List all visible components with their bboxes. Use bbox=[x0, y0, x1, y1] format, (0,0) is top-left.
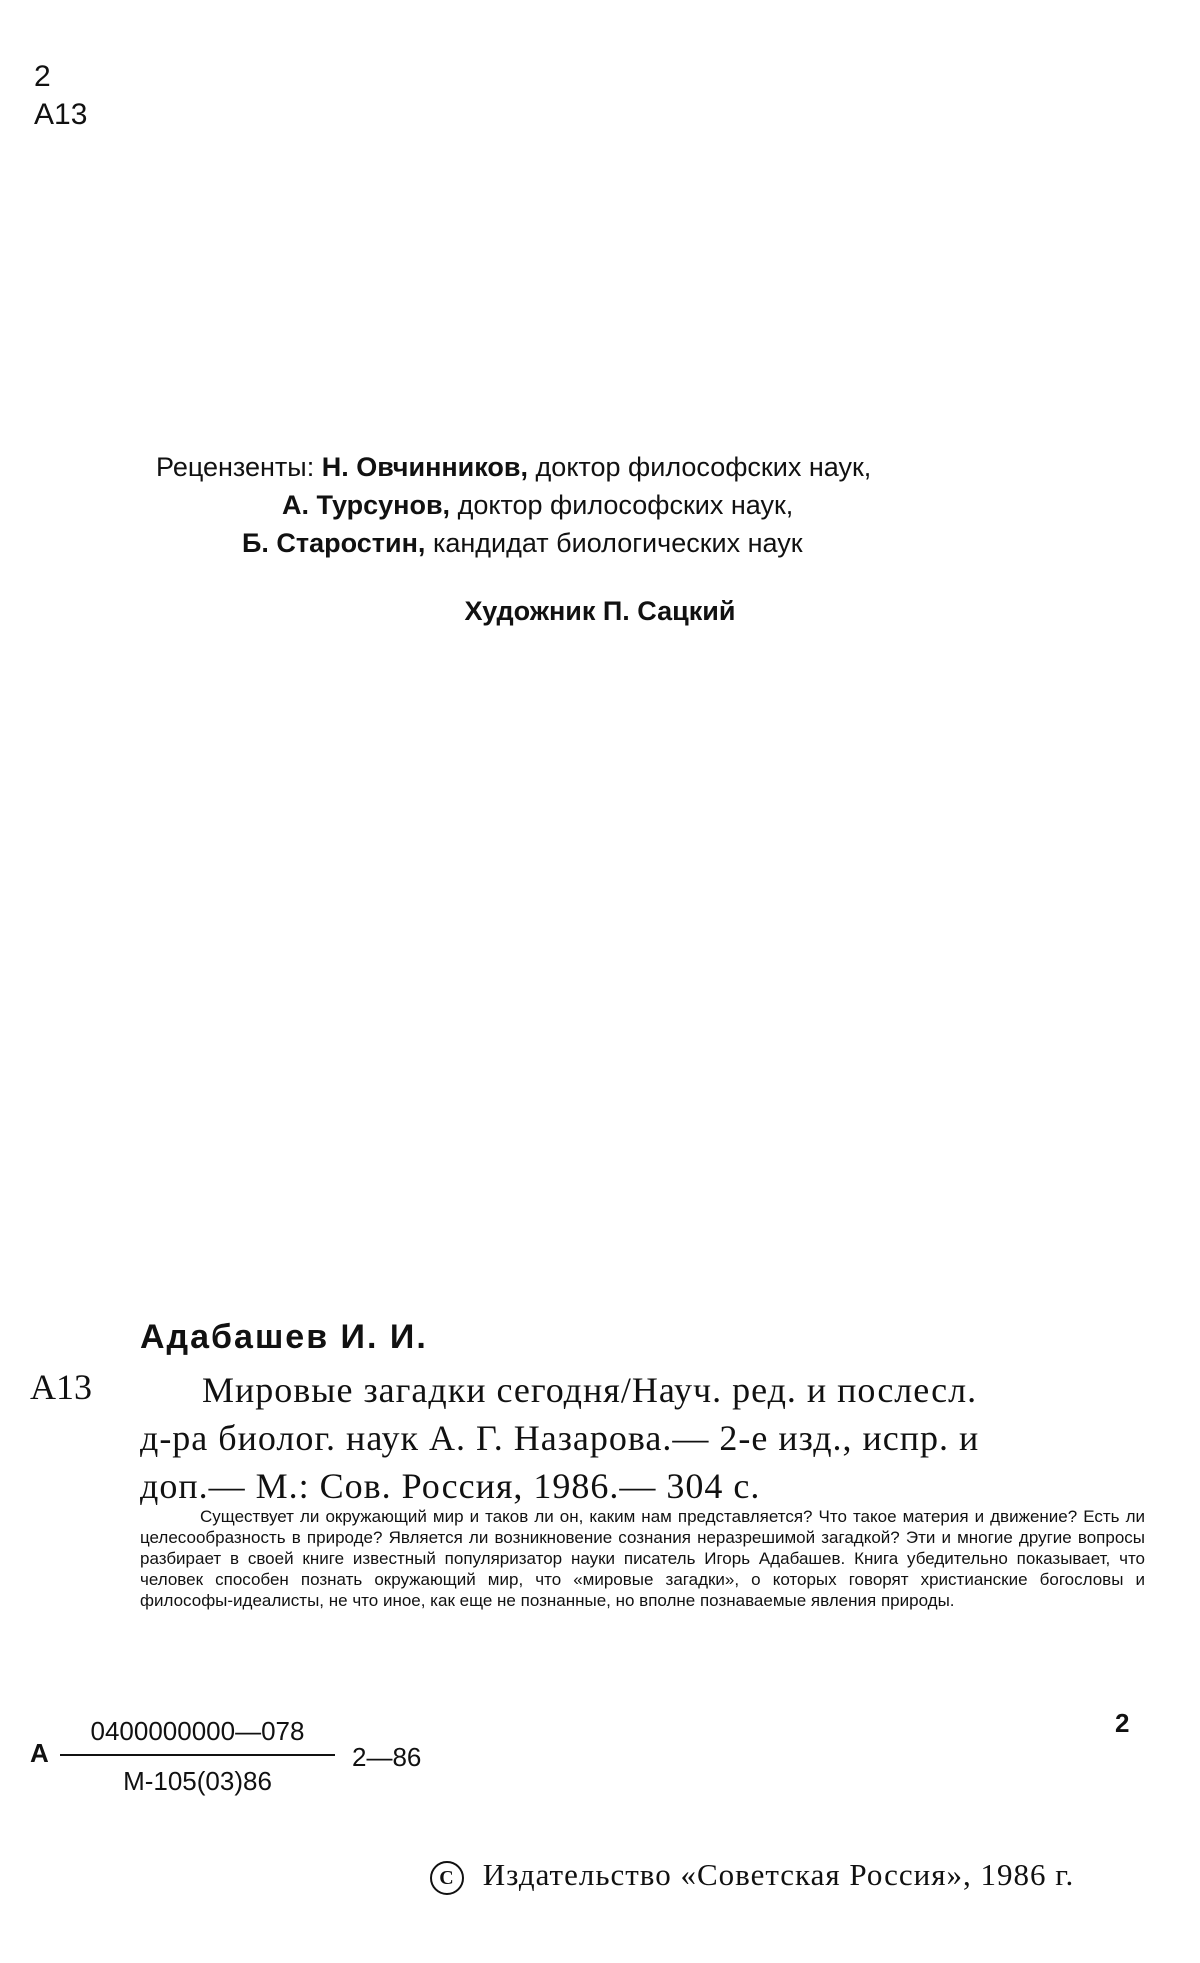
bbk-line-2: A13 bbox=[34, 98, 88, 131]
bbk-index bbox=[34, 58, 87, 134]
reviewer-line-1 bbox=[156, 448, 871, 486]
copyright-line bbox=[430, 1857, 1074, 1895]
catalog-index: A13 bbox=[30, 1367, 92, 1407]
reviewers-label: Рецензенты: bbox=[156, 452, 315, 482]
code-right-number: 2 bbox=[1115, 1708, 1130, 1738]
reviewer-2-degree: доктор философских наук, bbox=[457, 490, 794, 520]
catalog-author: Адабашев И. И. bbox=[140, 1318, 428, 1356]
copyright-text: Издательство «Советская Россия», 1986 г. bbox=[482, 1857, 1075, 1892]
reviewer-1-name: Н. Овчинников, bbox=[321, 452, 529, 482]
artist-credit: Художник П. Сацкий bbox=[464, 596, 736, 626]
catalog-description bbox=[140, 1366, 1145, 1510]
fraction-line bbox=[60, 1754, 335, 1756]
reviewer-2-name: А. Турсунов, bbox=[282, 490, 451, 520]
catalog-line-3: доп.— М.: Сов. Россия, 1986.— 304 с. bbox=[140, 1466, 761, 1506]
code-letter: A bbox=[30, 1738, 49, 1768]
catalog-line-1: Мировые загадки сегодня/Науч. ред. и послесл. bbox=[202, 1370, 978, 1410]
reviewer-1-degree: доктор философских наук, bbox=[535, 452, 872, 482]
copyright-icon: C bbox=[430, 1861, 464, 1895]
reviewer-3-name: Б. Старостин, bbox=[242, 528, 426, 558]
code-suffix: 2—86 bbox=[352, 1742, 422, 1772]
reviewer-line-2 bbox=[282, 486, 793, 524]
catalog-line-2: д-ра биолог. наук А. Г. Назарова.— 2-е изд., испр. и bbox=[140, 1418, 980, 1458]
bbk-line-1: 2 bbox=[34, 60, 51, 93]
annotation: Существует ли окружающий мир и таков ли он, каким нам представляется? Что такое материя и движение? Есть ли целесообразность в природе? Является ли возникновение сознания неразрешимой загадкой? Эти и многие другие вопросы разбирает в своей книге известный популяризатор науки писатель Игорь Адабашев. Книга убедительно показывает, что человек способен познать окружающий мир, что «мировые загадки», о которых говорят христианские богословы и философы-идеалисты, не что иное, как еще не познанные, но вполне познаваемые явления природы. bbox=[140, 1507, 1145, 1610]
code-numerator: 0400000000—078 bbox=[90, 1716, 305, 1746]
code-denominator: М-105(03)86 bbox=[123, 1766, 272, 1796]
reviewer-line-3 bbox=[242, 524, 803, 562]
reviewer-3-degree: кандидат биологических наук bbox=[432, 528, 803, 558]
